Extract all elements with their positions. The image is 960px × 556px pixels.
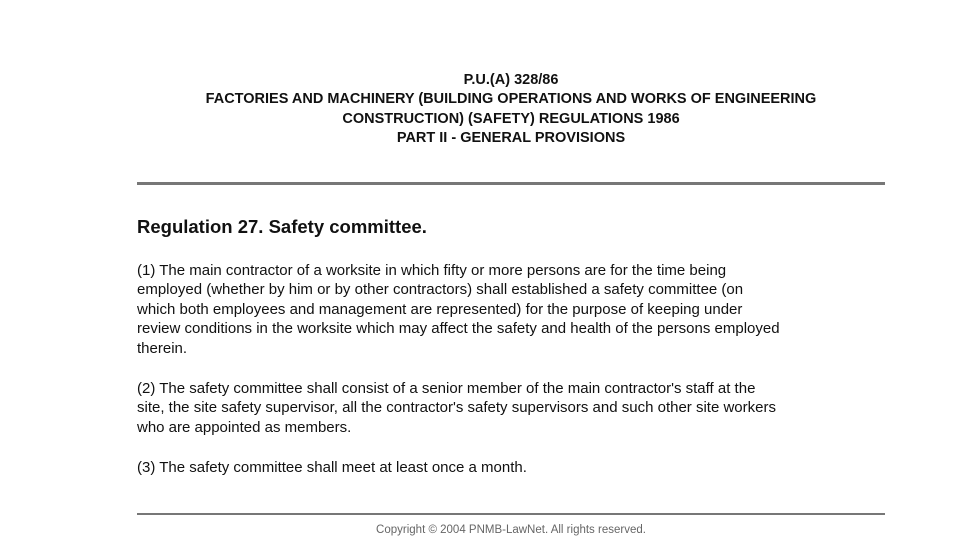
text-line: site, the site safety supervisor, all the contractor's safety supervisors and such other site workers [137, 399, 776, 417]
copyright-notice: Copyright © 2004 PNMB-LawNet. All rights reserved. [376, 524, 646, 536]
text-line: (2) The safety committee shall consist of a senior member of the main contractor's staff at the [137, 380, 756, 397]
text-line: (3) The safety committee shall meet at least once a month. [137, 459, 527, 476]
reference-number: P.U.(A) 328/86 [463, 72, 559, 88]
text-line: review conditions in the worksite which may affect the safety and health of the persons employed [137, 320, 780, 338]
regulation-title: Regulation 27. Safety committee. [137, 216, 427, 237]
paragraph-1 [137, 261, 897, 358]
text-line: which both employees and management are represented) for the purpose of keeping under [137, 300, 743, 318]
document-header [137, 71, 885, 148]
text-line: (1) The main contractor of a worksite in which fifty or more persons are for the time being [137, 262, 727, 279]
top-divider [137, 182, 885, 185]
text-line: therein. [137, 339, 188, 357]
text-line: employed (whether by him or by other contractors) shall established a safety committee (on [137, 281, 744, 299]
bottom-divider [137, 513, 885, 515]
act-title-line-1: FACTORIES AND MACHINERY (BUILDING OPERATIONS AND WORKS OF ENGINEERING [205, 91, 817, 108]
text-line: who are appointed as members. [137, 418, 352, 436]
paragraph-2 [137, 379, 897, 437]
paragraph-3 [137, 458, 897, 477]
act-title-line-2: CONSTRUCTION) (SAFETY) REGULATIONS 1986 [342, 110, 680, 127]
part-title: PART II - GENERAL PROVISIONS [396, 129, 626, 146]
